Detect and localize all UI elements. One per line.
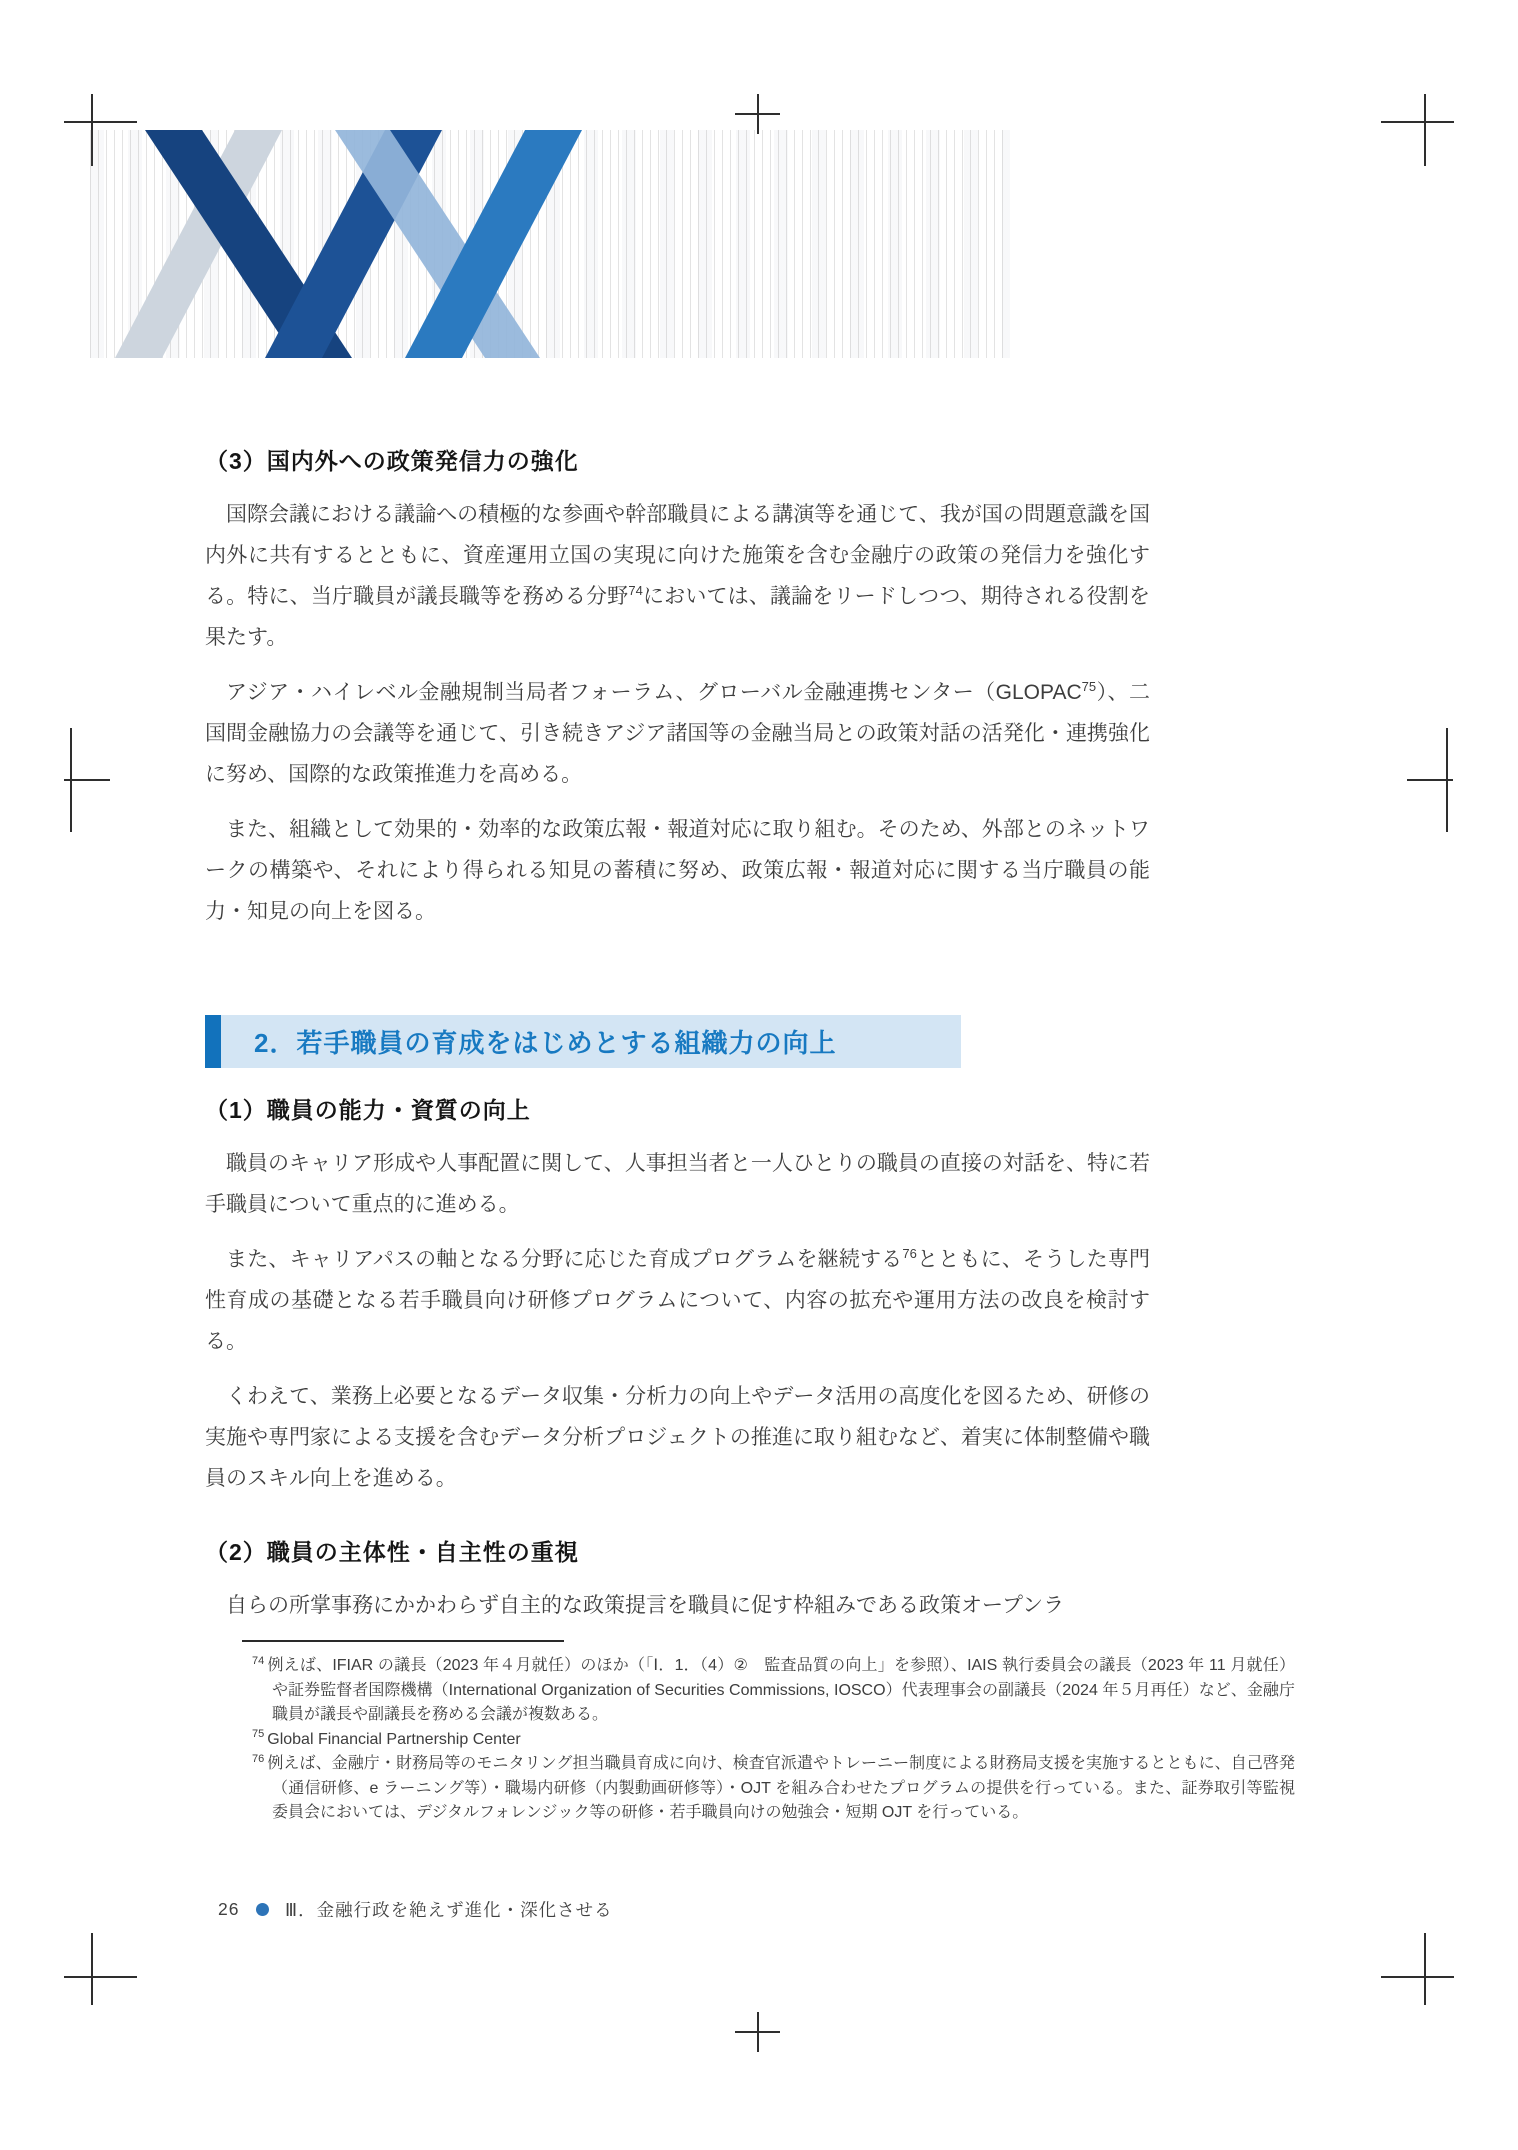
footnote-number: 75 [252,1728,265,1741]
trim-mark-bottom-right-h [1381,1976,1454,1978]
footnote-number: 74 [252,1654,265,1667]
footnote: $^{74}$ 例えば、IFIAR の議長（2023 年４月就任）のほか（「Ⅰ．1．（4）② 監査品質の向上」を参照）、IAIS 執行委員会の議長（2023 年 11 月就任）や証券監督者国際機構（International Organization of Securities Commissions, IOSCO）代表理事会の副議長（2024 年５月再任）など、金融庁職員が議長や副議長を務める会議が複数ある。 [252,1654,1295,1723]
page-footer [218,1897,613,1922]
body-paragraph: くわえて、業務上必要となるデータ収集・分析力の向上やデータ活用の高度化を図るため、研修の実施や専門家による支援を含むデータ分析プロジェクトの推進に取り組むなど、着実に体制整備や職員のスキル向上を進める。 [205,1385,1150,1490]
trim-mark-top-center-h [735,113,780,115]
body-paragraph: 自らの所掌事務にかかわらず自主的な政策提言を職員に促す枠組みである政策オープンラ [226,1594,1065,1617]
trim-mark-mid-left-h [64,779,110,781]
trim-mark-mid-right-h [1407,779,1453,781]
footnote: $^{75}$ Global Financial Partnership Center [252,1728,521,1748]
footnote-separator [242,1640,564,1642]
ribbon-logo [90,130,1010,358]
footnote-ref: 76 [902,1246,917,1261]
trim-mark-bottom-right-v [1424,1933,1426,2005]
footer-dot-icon [256,1903,269,1916]
trim-mark-top-right-h [1381,121,1454,123]
subsection-heading: （2）職員の主体性・自主性の重視 [205,1539,579,1565]
section-heading-bar [205,1015,961,1068]
footnote-ref: 75 [1081,679,1097,694]
body-paragraph: また、キャリアパスの軸となる分野に応じた育成プログラムを継続する$^{76}$とともに、そうした専門性育成の基礎となる若手職員向け研修プログラムについて、内容の拡充や運用方法の改良を検討する。 [205,1246,1150,1353]
footer-section-title: Ⅲ．金融行政を絶えず進化・深化させる [285,1900,613,1920]
trim-mark-bottom-left-v [91,1933,93,2005]
trim-mark-top-right-v [1424,94,1426,166]
header-banner [90,130,1010,358]
footnote: $^{76}$ 例えば、金融庁・財務局等のモニタリング担当職員育成に向け、検査官派遣やトレーニー制度による財務局支援を実施するとともに、自己啓発（通信研修、e ラーニング等）・職場内研修（内製動画研修等）・OJT を組み合わせたプログラムの提供を行っている。また、証券取引等監視委員会においては、デジタルフォレンジック等の研修・若手職員向けの勉強会・短期 OJT を行っている。 [252,1752,1295,1821]
subsection-heading: （3）国内外への政策発信力の強化 [205,448,579,474]
content-column [205,446,1295,1826]
body-paragraph: 国際会議における議論への積極的な参画や幹部職員による講演等を通じて、我が国の問題意識を国内外に共有するとともに、資産運用立国の実現に向けた施策を含む金融庁の政策の発信力を強化する。特に、当庁職員が議長職等を務める分野$^{74}$においては、議論をリードしつつ、期待される役割を果たす。 [205,503,1150,649]
trim-mark-top-left-h [64,121,137,123]
body-paragraph: アジア・ハイレベル金融規制当局者フォーラム、グローバル金融連携センター（GLOPAC$^{75}$）、二国間金融協力の会議等を通じて、引き続きアジア諸国等の金融当局との政策対話の活発化・連携強化に努め、国際的な政策推進力を高める。 [205,679,1151,786]
section-heading: 2．若手職員の育成をはじめとする組織力の向上 [254,1028,837,1058]
trim-mark-bottom-left-h [64,1976,137,1978]
footnote-list [252,1654,1295,1826]
trim-mark-bottom-center-h [735,2031,780,2033]
footnote-number: 76 [252,1752,265,1765]
subsection-heading: （1）職員の能力・資質の向上 [205,1097,531,1123]
body-paragraph: また、組織として効果的・効率的な政策広報・報道対応に取り組む。そのため、外部とのネットワークの構築や、それにより得られる知見の蓄積に努め、政策広報・報道対応に関する当庁職員の能力・知見の向上を図る。 [205,818,1150,923]
footnotes [205,1640,1295,1826]
footnote-ref: 74 [628,583,643,598]
body-paragraph: 職員のキャリア形成や人事配置に関して、人事担当者と一人ひとりの職員の直接の対話を、特に若手職員について重点的に進める。 [205,1152,1150,1216]
page-number: 26 [218,1899,240,1919]
